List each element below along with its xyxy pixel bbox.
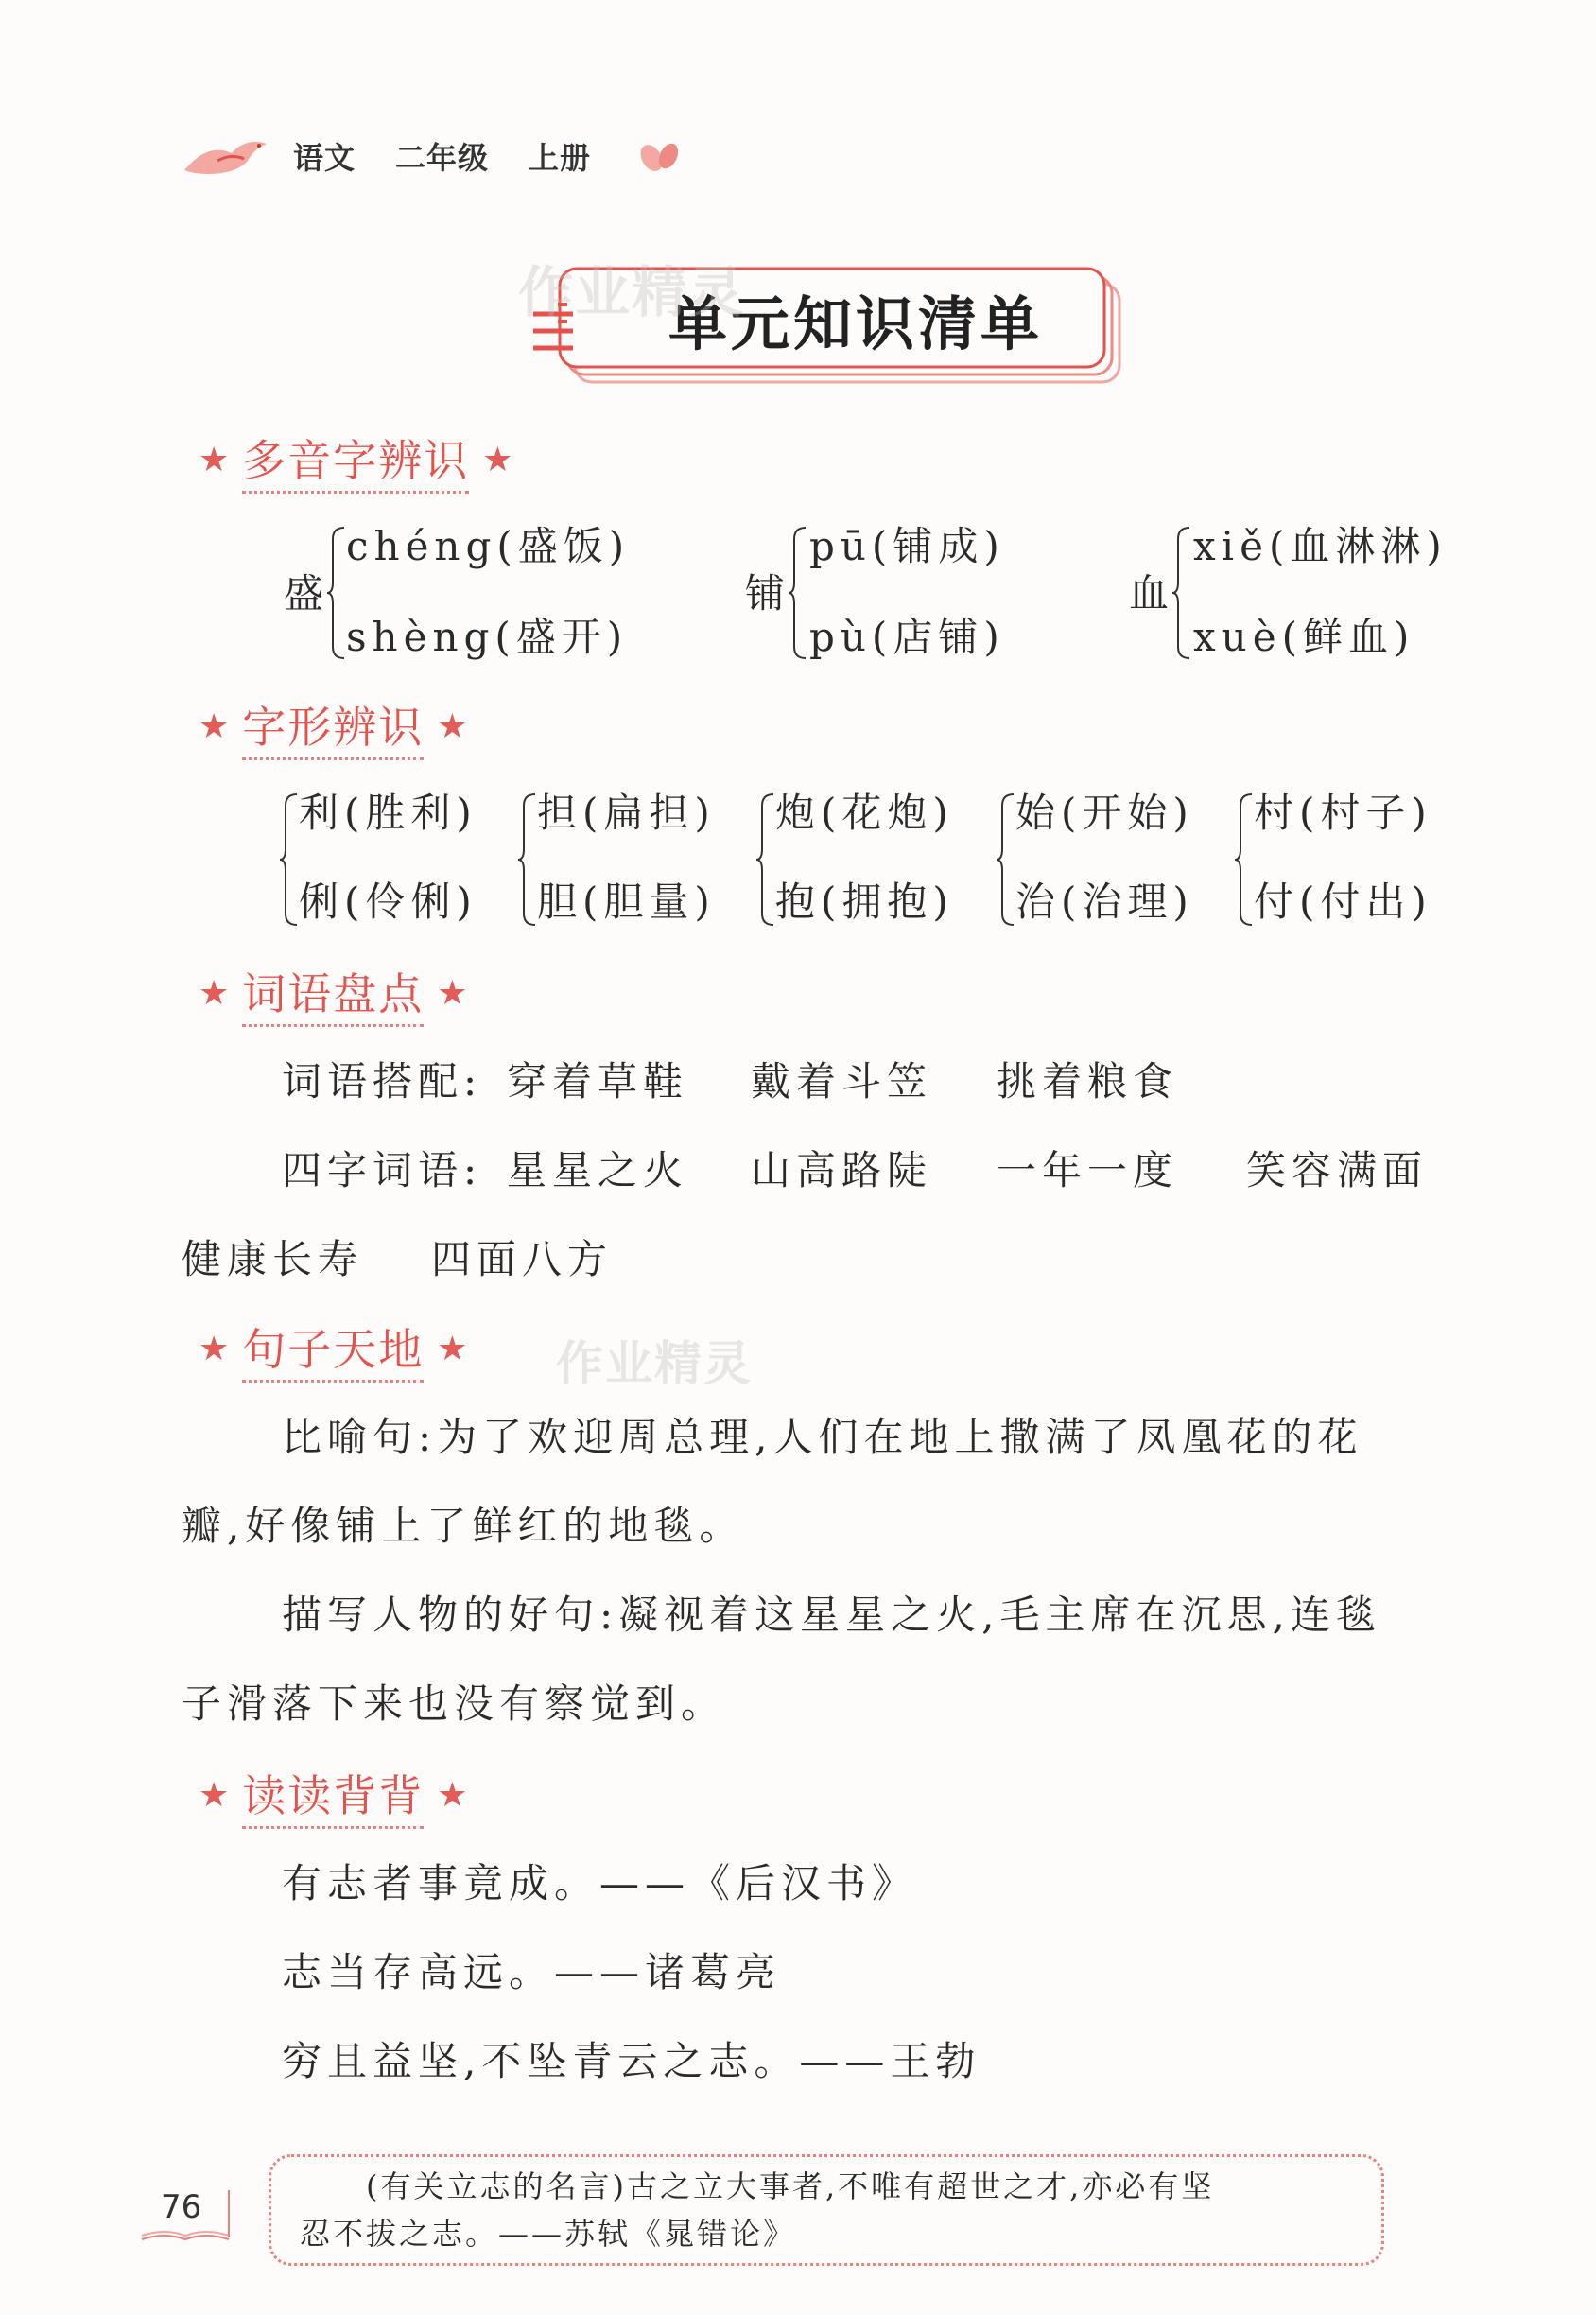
glyph-item: 胆(胆量) bbox=[537, 879, 716, 925]
brace-icon bbox=[756, 792, 775, 927]
section-header-words bbox=[185, 965, 481, 1021]
brace-icon bbox=[1235, 792, 1254, 927]
sentence-line: 描写人物的好句:凝视着这星星之火,毛主席在沉思,连毯 bbox=[282, 1592, 1381, 1638]
glyph-item: 炮(花炮) bbox=[775, 790, 954, 836]
glyph-item: 担(扁担) bbox=[537, 790, 716, 836]
brace-icon bbox=[997, 792, 1015, 927]
idiom-item: 山高路陡 bbox=[751, 1147, 933, 1193]
star-icon: ★ bbox=[482, 440, 513, 479]
idiom-item: 一年一度 bbox=[997, 1147, 1179, 1193]
recite-line: 穷且益坚,不坠青云之志。——王勃 bbox=[282, 2038, 981, 2084]
section-label: 句子天地 bbox=[242, 1315, 424, 1383]
recite-line: 志当存高远。——诸葛亮 bbox=[282, 1949, 782, 1995]
poly-item: pù(店铺) bbox=[809, 614, 1005, 660]
idiom-item: 健康长寿 bbox=[182, 1236, 364, 1282]
poly-item: xuè(鲜血) bbox=[1193, 614, 1415, 660]
brace-icon bbox=[327, 526, 346, 660]
brace-icon bbox=[280, 792, 299, 927]
brace-icon bbox=[518, 792, 537, 927]
collocation-item: 戴着斗笠 bbox=[751, 1058, 933, 1105]
collocation-item: 挑着粮食 bbox=[997, 1058, 1179, 1105]
star-icon: ★ bbox=[437, 1329, 468, 1368]
collocation-prefix: 词语搭配: bbox=[282, 1058, 483, 1105]
watermark: 作业精灵 bbox=[556, 1336, 753, 1391]
poly-item: pū(铺成) bbox=[809, 523, 1005, 569]
star-icon: ★ bbox=[437, 1775, 468, 1815]
section-label: 字形辨识 bbox=[242, 693, 424, 760]
brace-icon bbox=[1172, 526, 1191, 660]
poly-char-1: 盛 bbox=[284, 570, 330, 617]
bird-icon bbox=[180, 132, 274, 180]
quote-box bbox=[269, 2154, 1384, 2266]
quote-line: (有关立志的名言)古之立大事者,不唯有超世之才,亦必有坚 bbox=[366, 2168, 1215, 2204]
star-icon: ★ bbox=[437, 706, 468, 746]
glyph-item: 利(胜利) bbox=[299, 790, 477, 836]
petal-icon bbox=[631, 137, 687, 175]
poly-item: shèng(盛开) bbox=[346, 614, 629, 660]
star-icon: ★ bbox=[199, 706, 230, 746]
section-label: 词语盘点 bbox=[242, 960, 424, 1027]
poly-item: chéng(盛饭) bbox=[346, 523, 631, 569]
star-icon: ★ bbox=[199, 1775, 230, 1815]
poly-char-3: 血 bbox=[1129, 570, 1175, 617]
page-number bbox=[140, 2184, 231, 2243]
recite-line: 有志者事竟成。——《后汉书》 bbox=[282, 1860, 918, 1906]
idiom-item: 四面八方 bbox=[431, 1236, 614, 1282]
section-label: 读读背背 bbox=[242, 1762, 424, 1829]
watermark: 作业精灵 bbox=[518, 260, 746, 324]
sentence-line: 子滑落下来也没有察觉到。 bbox=[182, 1680, 727, 1727]
star-icon: ★ bbox=[199, 440, 230, 479]
sentence-line: 瓣,好像铺上了鲜红的地毯。 bbox=[182, 1503, 745, 1549]
quote-line: 忍不拔之志。——苏轼《晁错论》 bbox=[300, 2216, 797, 2252]
collocation-item: 穿着草鞋 bbox=[507, 1058, 689, 1105]
grade-label: 二年级 bbox=[395, 140, 490, 176]
section-header-sentences bbox=[185, 1320, 481, 1377]
volume-label: 上册 bbox=[529, 140, 592, 176]
idiom-item: 笑容满面 bbox=[1246, 1147, 1429, 1193]
glyph-item: 俐(伶俐) bbox=[299, 879, 477, 925]
page-title: 单元知识清单 bbox=[668, 289, 1043, 358]
section-header-recite bbox=[185, 1767, 481, 1823]
glyph-item: 付(付出) bbox=[1254, 879, 1432, 925]
star-icon: ★ bbox=[199, 1329, 230, 1368]
sentence-line: 比喻句:为了欢迎周总理,人们在地上撒满了凤凰花的花 bbox=[282, 1414, 1363, 1460]
subject-label: 语文 bbox=[293, 140, 356, 176]
idiom-item: 星星之火 bbox=[507, 1147, 689, 1193]
star-icon: ★ bbox=[437, 973, 468, 1013]
brace-icon bbox=[789, 526, 807, 660]
section-label: 多音字辨识 bbox=[242, 426, 469, 494]
glyph-item: 始(开始) bbox=[1015, 790, 1194, 836]
page-number-text: 76 bbox=[161, 2188, 202, 2226]
glyph-item: 抱(拥抱) bbox=[775, 879, 954, 925]
section-header-polyphonic bbox=[185, 431, 527, 488]
poly-item: xiě(血淋淋) bbox=[1193, 523, 1448, 569]
glyph-item: 村(村子) bbox=[1254, 790, 1432, 836]
page-header bbox=[180, 132, 687, 180]
section-header-glyph bbox=[185, 698, 481, 755]
star-icon: ★ bbox=[199, 973, 230, 1013]
poly-char-2: 铺 bbox=[745, 570, 791, 617]
idiom-prefix: 四字词语: bbox=[282, 1147, 483, 1193]
glyph-item: 治(治理) bbox=[1015, 879, 1194, 925]
